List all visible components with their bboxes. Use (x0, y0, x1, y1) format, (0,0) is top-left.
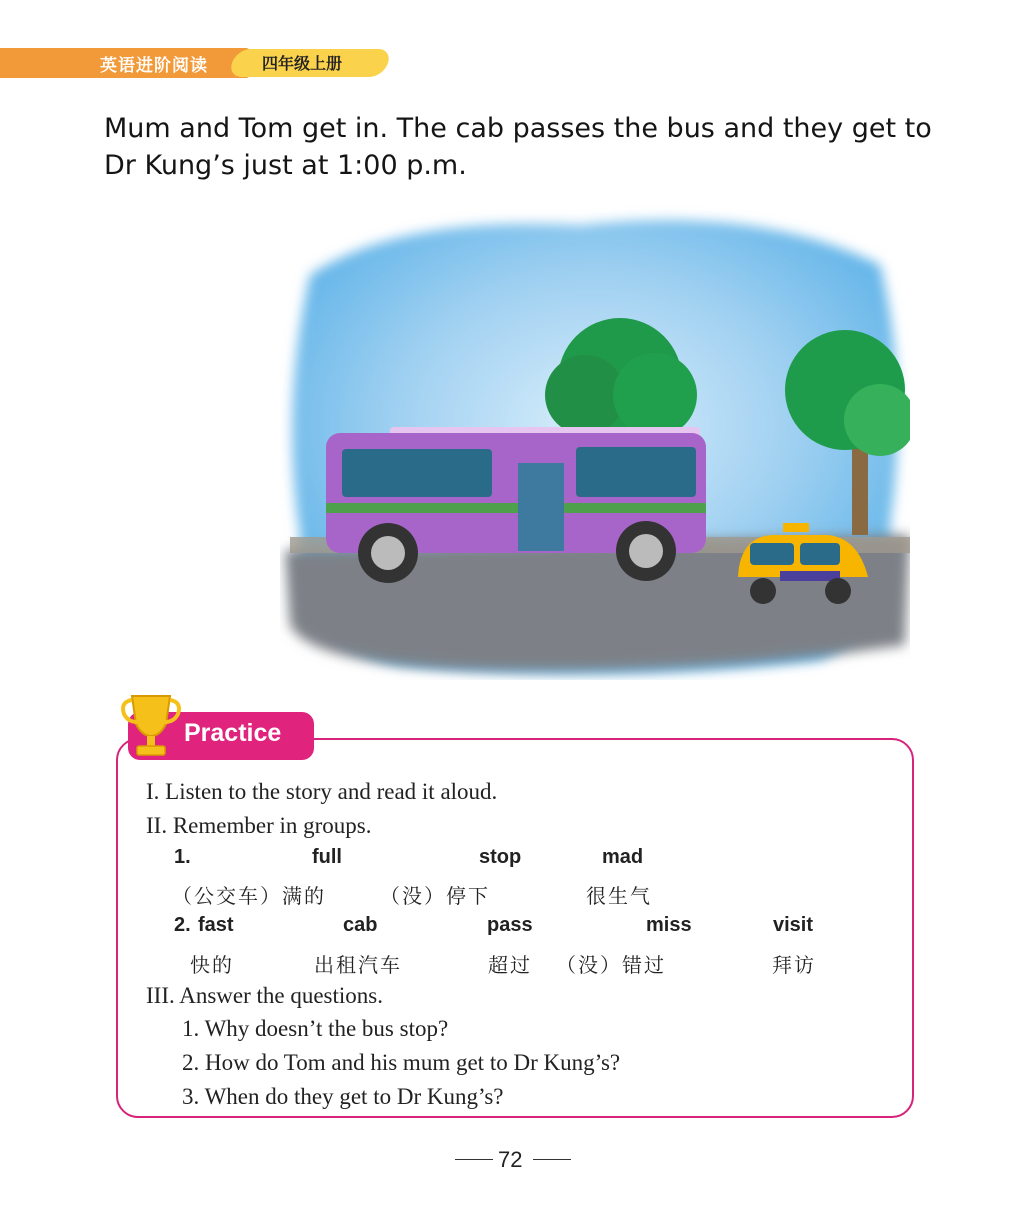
grade-label: 四年级上册 (262, 54, 343, 73)
vocab-meaning: （没）停下 (380, 884, 490, 908)
instruction-1: I. Listen to the story and read it aloud. (146, 779, 498, 804)
page-number-rule-right (533, 1159, 571, 1160)
question: 3. When do they get to Dr Kung’s? (182, 1084, 504, 1109)
story-text: Mum and Tom get in. The cab passes the bus and they get to Dr Kung’s just at 1:00 p.m. (104, 113, 932, 181)
bus-and-cab-illustration (280, 205, 910, 680)
vocab-group-2-label: 2. (174, 914, 191, 936)
vocab-word: full (312, 846, 342, 868)
vocab-word: fast (198, 914, 234, 936)
vocab-word: stop (479, 846, 522, 868)
vocab-meaning: 超过 (488, 953, 532, 977)
vocab-meaning: 拜访 (772, 953, 816, 977)
vocab-word: pass (487, 914, 533, 936)
vocab-word: visit (773, 914, 814, 936)
page-number: 72 (498, 1147, 523, 1172)
vocab-meaning: （没）错过 (556, 953, 666, 977)
vocab-meaning: （公交车）满的 (172, 884, 326, 908)
vocab-group-1-label: 1. (174, 846, 191, 868)
instruction-2: II. Remember in groups. (146, 813, 372, 838)
page-header (0, 48, 390, 78)
vocab-word: cab (343, 914, 378, 936)
practice-title: Practice (184, 719, 282, 747)
series-title: 英语进阶阅读 (100, 56, 208, 76)
instruction-3: III. Answer the questions. (146, 983, 383, 1008)
trophy-icon (118, 688, 184, 758)
vocab-meaning: 很生气 (586, 884, 652, 908)
vocab-meaning: 出租汽车 (314, 953, 402, 977)
vocab-meaning: 快的 (190, 953, 234, 977)
question: 1. Why doesn’t the bus stop? (182, 1016, 449, 1041)
vocab-word: miss (646, 914, 692, 936)
page-number-rule-left (455, 1159, 493, 1160)
vocab-word: mad (602, 846, 644, 868)
question: 2. How do Tom and his mum get to Dr Kung’s? (182, 1050, 621, 1075)
